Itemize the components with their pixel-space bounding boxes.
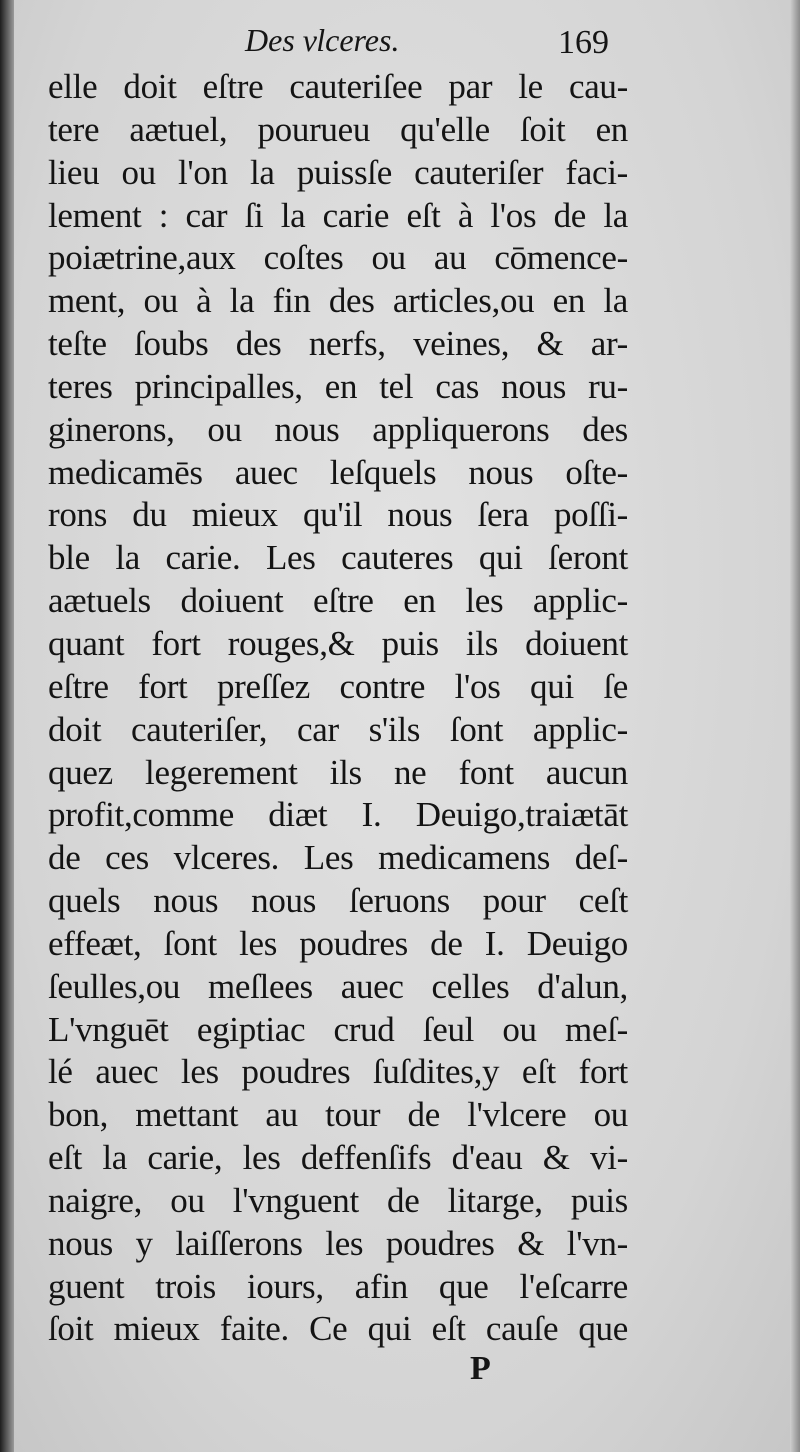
text-line: quant fort rouges,& puis ils doiuent — [48, 623, 628, 663]
running-head — [0, 16, 800, 66]
text-line: profit,comme diæt I. Deuigo,traiætāt — [48, 795, 628, 835]
text-line: tere aætuel, pourueu qu'elle ſoit en — [48, 109, 628, 149]
text-line: ble la carie. Les cauteres qui ſeront — [48, 538, 628, 578]
text-line: nous y laiſſerons les poudres & l'vn- — [48, 1223, 628, 1263]
text-line: ſoit mieux faite. Ce qui eſt cauſe que — [48, 1309, 628, 1349]
text-line: teres principalles, en tel cas nous ru- — [48, 366, 628, 406]
body-text — [48, 66, 628, 1351]
text-line: elle doit eſtre cauteriſee par le cau- — [48, 67, 628, 106]
page-left-edge — [0, 0, 14, 1452]
text-line: medicamēs auec leſquels nous oſte- — [48, 452, 628, 492]
text-line: lé auec les poudres ſuſdites,y eſt fort — [48, 1052, 628, 1092]
text-line: ſeulles,ou meſlees auec celles d'alun, — [48, 966, 628, 1006]
text-line: poiætrine,aux coſtes ou au cōmence- — [48, 238, 628, 278]
text-line: quels nous nous ſeruons pour ceſt — [48, 881, 628, 921]
page-number: 169 — [558, 24, 609, 61]
text-line: naigre, ou l'vnguent de litarge, puis — [48, 1180, 628, 1220]
text-line: teſte ſoubs des nerfs, veines, & ar- — [48, 324, 628, 364]
text-line: eſtre fort preſſez contre l'os qui ſe — [48, 666, 628, 706]
text-line: de ces vlceres. Les medicamens deſ- — [48, 838, 628, 878]
text-line: quez legerement ils ne font aucun — [48, 752, 628, 792]
text-line: L'vnguēt egiptiac crud ſeul ou meſ- — [48, 1009, 628, 1049]
text-line: lement : car ſi la carie eſt à l'os de la — [48, 195, 628, 235]
text-line: lieu ou l'on la puissſe cauteriſer faci- — [48, 152, 628, 192]
text-line: bon, mettant au tour de l'vlcere ou — [48, 1095, 628, 1135]
text-line: guent trois iours, afin que l'eſcarre — [48, 1266, 628, 1306]
text-line: aætuels doiuent eſtre en les applic- — [48, 581, 628, 621]
signature-mark: P — [470, 1350, 491, 1387]
running-head-title: Des ᴠlceres. — [245, 22, 400, 58]
text-line: effeæt, ſont les poudres de I. Deuigo — [48, 923, 628, 963]
text-line: ginerons, ou nous appliquerons des — [48, 409, 628, 449]
text-line: ment, ou à la fin des articles,ou en la — [48, 281, 628, 321]
text-line: rons du mieux qu'il nous ſera poſſi- — [48, 495, 628, 535]
page-right-edge — [790, 0, 800, 1452]
text-line: eſt la carie, les deffenſifs d'eau & vi- — [48, 1138, 628, 1178]
text-line: doit cauteriſer, car s'ils ſont applic- — [48, 709, 628, 749]
